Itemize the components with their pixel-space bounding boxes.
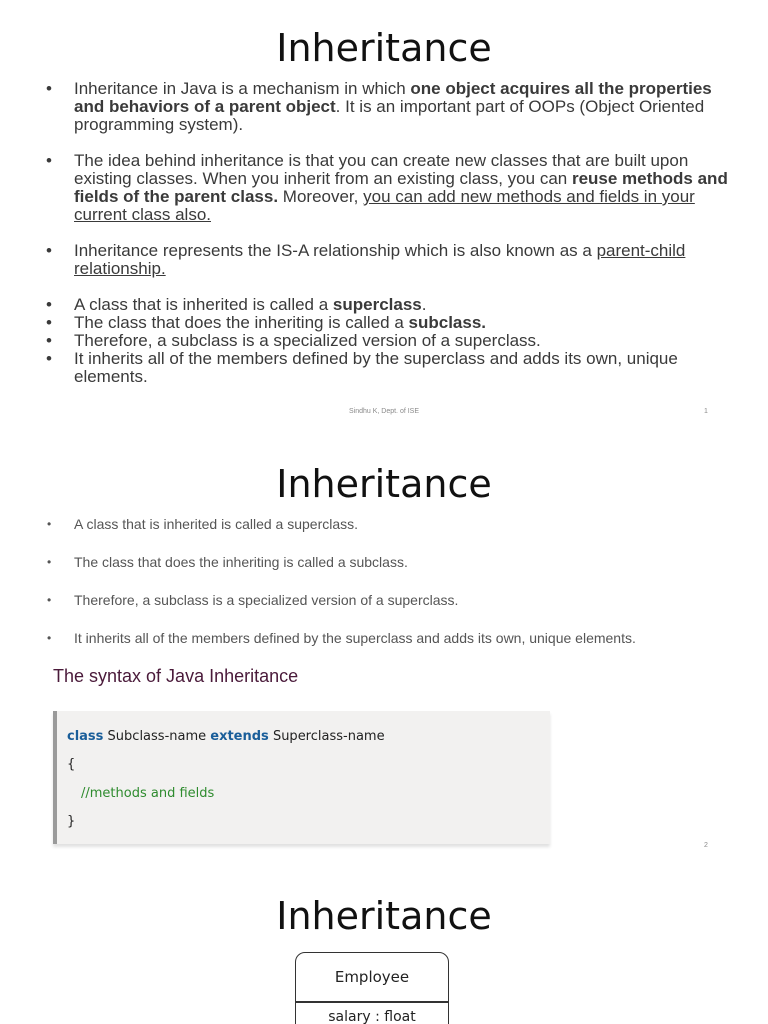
code-line: }	[67, 814, 76, 829]
uml-class-name: Employee	[334, 968, 410, 986]
bullet-item: • Inheritance represents the IS-A relationship which is also known as a parent-child relationship.	[44, 242, 734, 278]
slide-title: Inheritance	[276, 462, 492, 506]
bullet-item: • The class that does the inheriting is called a subclass.	[44, 554, 744, 570]
bullet-item: • A class that is inherited is called a superclass.	[44, 296, 734, 314]
bullet-item: • Inheritance in Java is a mechanism in which one object acquires all the properties and behaviors of a parent object. It is an important part of OOPs (Object Oriented programming system).	[44, 80, 734, 134]
code-block	[53, 711, 550, 844]
bullet-item: • Therefore, a subclass is a specialized version of a superclass.	[44, 332, 734, 350]
page-number: 2	[704, 842, 708, 849]
bullet-item: • Therefore, a subclass is a specialized version of a superclass.	[44, 592, 744, 608]
page-number: 1	[704, 408, 708, 415]
slide-title: Inheritance	[276, 894, 492, 938]
bullet-item: • It inherits all of the members defined by the superclass and adds its own, unique elements.	[44, 630, 744, 646]
slide-title: Inheritance	[276, 26, 492, 70]
uml-class-box	[295, 952, 449, 1024]
slide-3	[0, 864, 768, 1024]
bullet-list	[44, 516, 744, 668]
syntax-heading: The syntax of Java Inheritance	[53, 666, 299, 686]
bullet-item: • A class that is inherited is called a superclass.	[44, 516, 744, 532]
slide-1	[0, 0, 768, 432]
code-line: {	[67, 757, 76, 772]
bullet-item: • The class that does the inheriting is called a subclass.	[44, 314, 734, 332]
slide-2	[0, 432, 768, 864]
bullet-item: • The idea behind inheritance is that you can create new classes that are built upon existing classes. When you inherit from an existing class, you can reuse methods and fields of the parent class. Moreover, you can add new methods and fields in your current class also.	[44, 152, 734, 224]
slide-footer: Sindhu K, Dept. of ISE	[348, 408, 420, 415]
uml-divider	[296, 1001, 448, 1003]
code-line: class Subclass-name extends Superclass-name	[67, 729, 385, 744]
bullet-item: • It inherits all of the members defined by the superclass and adds its own, unique elements.	[44, 350, 734, 386]
uml-attribute: salary : float	[328, 1009, 416, 1024]
code-comment: //methods and fields	[81, 786, 215, 801]
bullet-list	[44, 80, 734, 386]
